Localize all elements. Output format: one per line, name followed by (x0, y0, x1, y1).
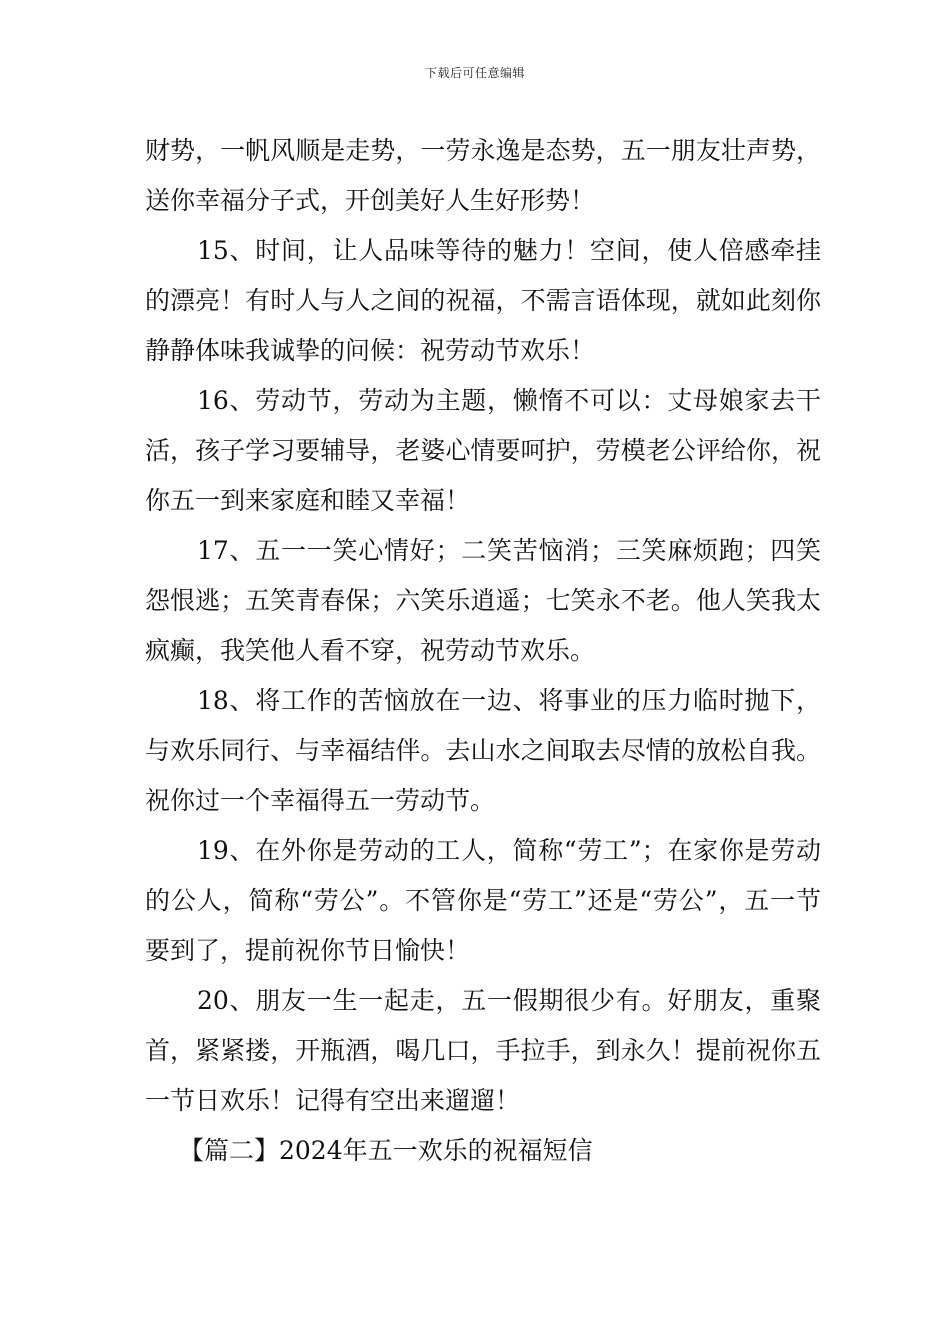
page-header-note: 下载后可任意编辑 (424, 66, 525, 80)
paragraph-17: 17、五一一笑心情好；二笑苦恼消；三笑麻烦跑；四笑怨恨逃；五笑青春保；六笑乐逍遥；七笑永不老。他人笑我太疯癫，我笑他人看不穿，祝劳动节欢乐。 (145, 536, 821, 665)
paragraph-18: 18、将工作的苦恼放在一边、将事业的压力临时抛下，与欢乐同行、与幸福结伴。去山水之间取去尽情的放松自我。祝你过一个幸福得五一劳动节。 (145, 686, 821, 815)
document-body (145, 126, 821, 1176)
section-title: 【篇二】2024年五一欢乐的祝福短信 (179, 1136, 593, 1165)
paragraph-continued: 财势，一帆风顺是走势，一劳永逸是态势，五一朋友壮声势，送你幸福分子式，开创美好人生好形势！ (145, 136, 821, 215)
paragraph-15: 15、时间，让人品味等待的魅力！空间，使人倍感牵挂的漂亮！有时人与人之间的祝福，不需言语体现，就如此刻你静静体味我诚挚的问候：祝劳动节欢乐！ (145, 236, 821, 365)
paragraph-19: 19、在外你是劳动的工人，简称“劳工”；在家你是劳动的公人，简称“劳公”。不管你是“劳工”还是“劳公”，五一节要到了，提前祝你节日愉快！ (145, 836, 821, 965)
paragraph-20: 20、朋友一生一起走，五一假期很少有。好朋友，重聚首，紧紧搂，开瓶酒，喝几口，手拉手，到永久！提前祝你五一节日欢乐！记得有空出来遛遛！ (145, 986, 821, 1115)
paragraph-16: 16、劳动节，劳动为主题，懒惰不可以：丈母娘家去干活，孩子学习要辅导，老婆心情要呵护，劳模老公评给你，祝你五一到来家庭和睦又幸福！ (145, 386, 821, 515)
